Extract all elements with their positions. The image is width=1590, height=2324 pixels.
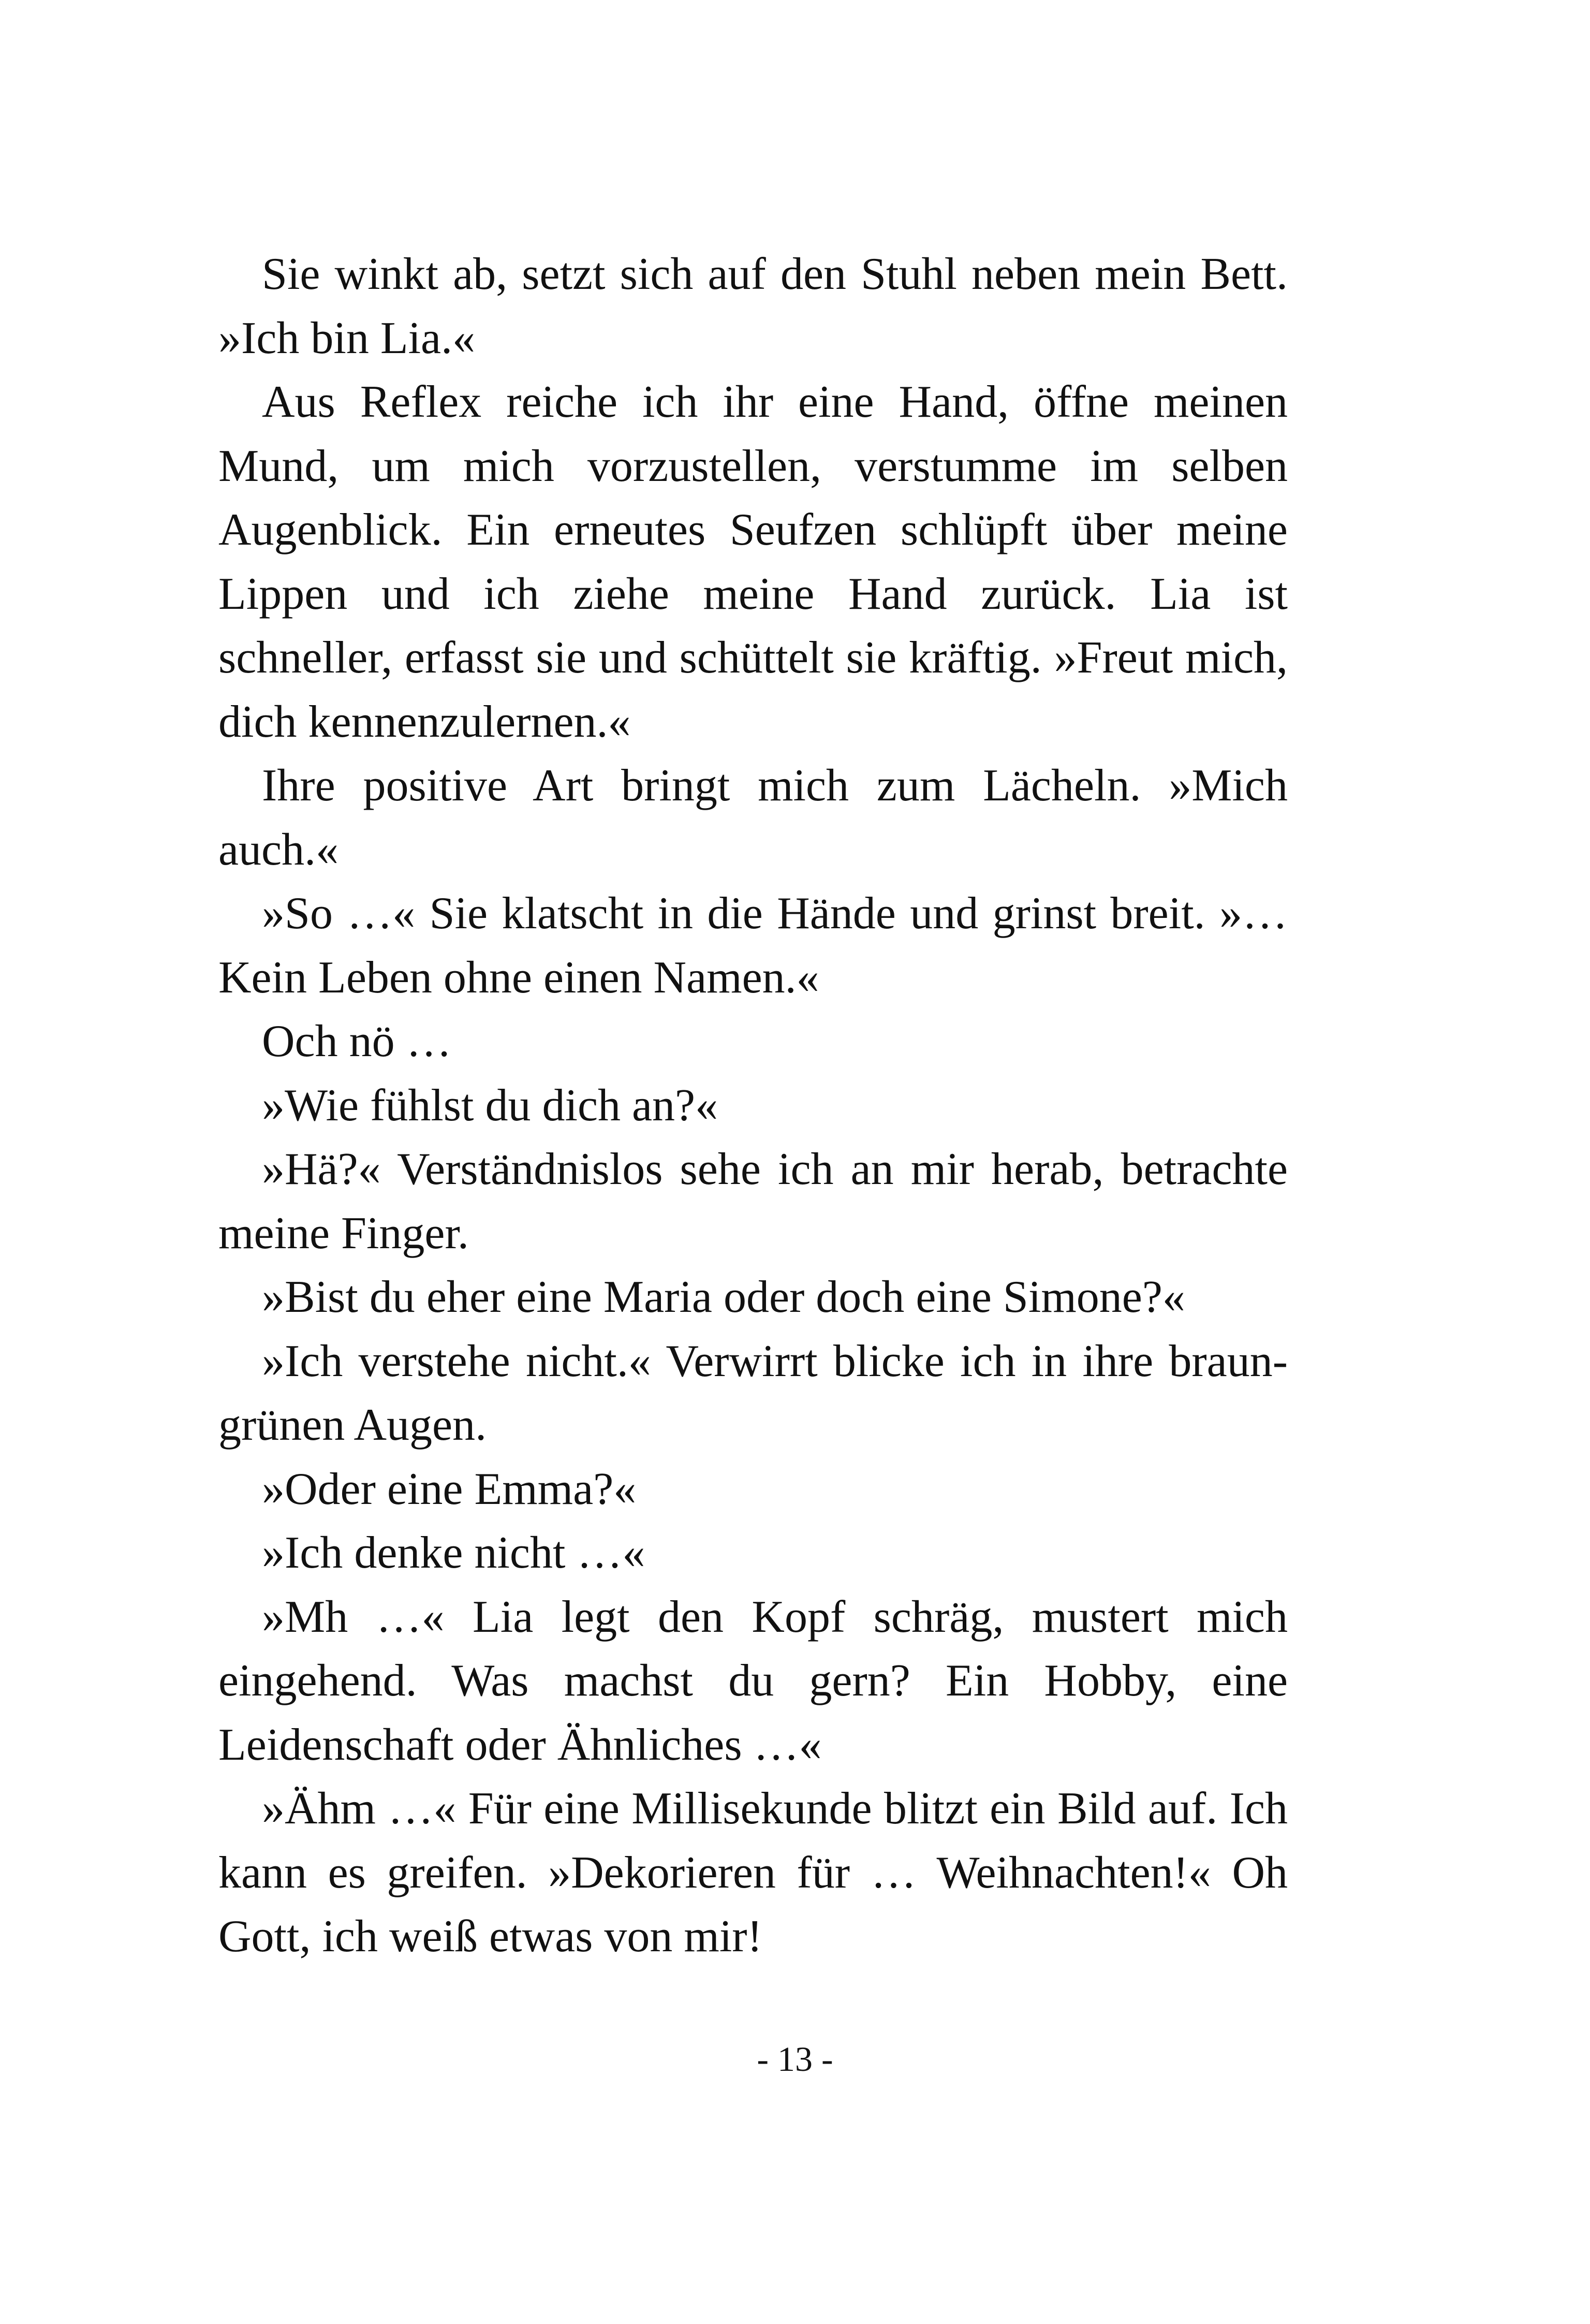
paragraph: Sie winkt ab, setzt sich auf den Stuhl neben mein Bett. »Ich bin Lia.« — [218, 249, 1288, 363]
paragraph: »Ähm …« Für eine Millisekunde blitzt ein Bild auf. Ich kann es greifen. »Dekorieren für … Weihnachten!« Oh Gott, ich weiß etwas von mir! — [218, 1784, 1288, 1962]
paragraph: Och nö … — [262, 1016, 452, 1066]
paragraph: »Wie fühlst du dich an?« — [262, 1080, 718, 1131]
page-number: - 13 - — [757, 2039, 833, 2079]
body-text — [218, 242, 1288, 1969]
paragraph: »Oder eine Emma?« — [262, 1464, 637, 1514]
paragraph: »Ich denke nicht …« — [262, 1528, 645, 1578]
paragraph: »Ich verstehe nicht.« Verwirrt blicke ich in ihre braun-grünen Augen. — [218, 1336, 1288, 1450]
paragraph: »Bist du eher eine Maria oder doch eine Simone?« — [262, 1272, 1185, 1322]
paragraph: »So …« Sie klatscht in die Hände und grinst breit. »… Kein Leben ohne einen Namen.« — [218, 888, 1288, 1003]
paragraph: Aus Reflex reiche ich ihr eine Hand, öffne meinen Mund, um mich vorzustellen, verstumme im selben Augenblick. Ein erneutes Seufzen schlüpft über meine Lippen und ich ziehe meine Hand zurück. Lia ist schneller, erfasst sie und schüttelt sie kräftig. »Freut mich, dich kennenzulernen.« — [218, 377, 1288, 747]
paragraph: »Hä?« Verständnislos sehe ich an mir herab, betrachte meine Finger. — [218, 1144, 1288, 1259]
paragraph: »Mh …« Lia legt den Kopf schräg, mustert mich eingehend. Was machst du gern? Ein Hobby, eine Leidenschaft oder Ähnliches …« — [218, 1591, 1288, 1770]
paragraph: Ihre positive Art bringt mich zum Lächeln. »Mich auch.« — [218, 761, 1288, 875]
